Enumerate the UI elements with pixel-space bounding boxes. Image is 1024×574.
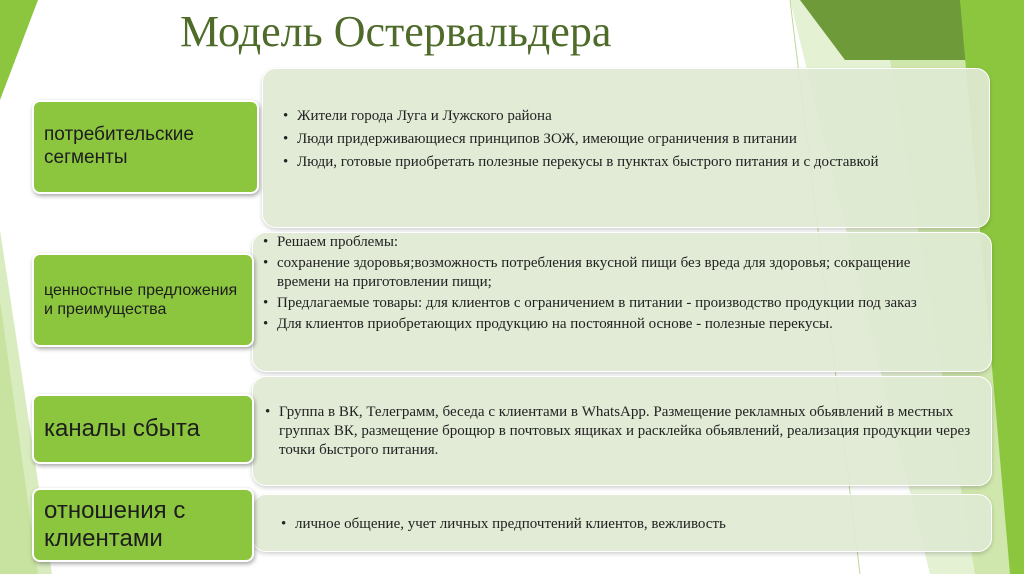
list-item: • Группа в ВК, Телеграмм, беседа с клиентами в WhatsApp. Размещение рекламных обьявлений в местных группах ВК, размещение брощюр в почтовых ящиках и расклейка обьявлений, реализация продукции через точки быстрого питания. (263, 403, 971, 460)
value-propositions-label: ценностные предложения и преимущества (32, 253, 254, 347)
list-item: • Решаем проблемы: (261, 233, 935, 252)
list-item: • Люди придерживающиеся принципов ЗОЖ, имеющие ограничения в питании (281, 130, 971, 149)
list-item: • личное общение, учет личных предпочтений клиентов, вежливость (279, 515, 971, 534)
customer-relations-label: отношения с клиентами (32, 488, 254, 562)
customer-relations-list (253, 495, 991, 534)
customer-relations-panel (252, 494, 992, 552)
list-item: • сохранение здоровья;возможность потребления вкусной пищи без вреда для здоровья; сокращение времени на приготовлении пищи; (261, 254, 935, 292)
consumer-segments-panel (262, 68, 990, 228)
sales-channels-label: каналы сбыта (32, 394, 254, 464)
list-item: • Люди, готовые приобретать полезные перекусы в пунктах быстрого питания и с доставкой (281, 153, 971, 172)
value-propositions-list (253, 233, 991, 334)
consumer-segments-label: потребительские сегменты (32, 100, 259, 194)
sales-channels-panel (252, 376, 992, 486)
list-item: • Для клиентов приобретающих продукцию на постоянной основе - полезные перекусы. (261, 315, 935, 334)
sales-channels-list (253, 377, 991, 460)
list-item: • Жители города Луга и Лужского района (281, 107, 971, 126)
page-title: Модель Остервальдера (180, 7, 612, 56)
consumer-segments-list (263, 69, 989, 172)
value-propositions-panel (252, 232, 992, 372)
list-item: • Предлагаемые товары: для клиентов с ограничением в питании - производство продукции под заказ (261, 294, 935, 313)
